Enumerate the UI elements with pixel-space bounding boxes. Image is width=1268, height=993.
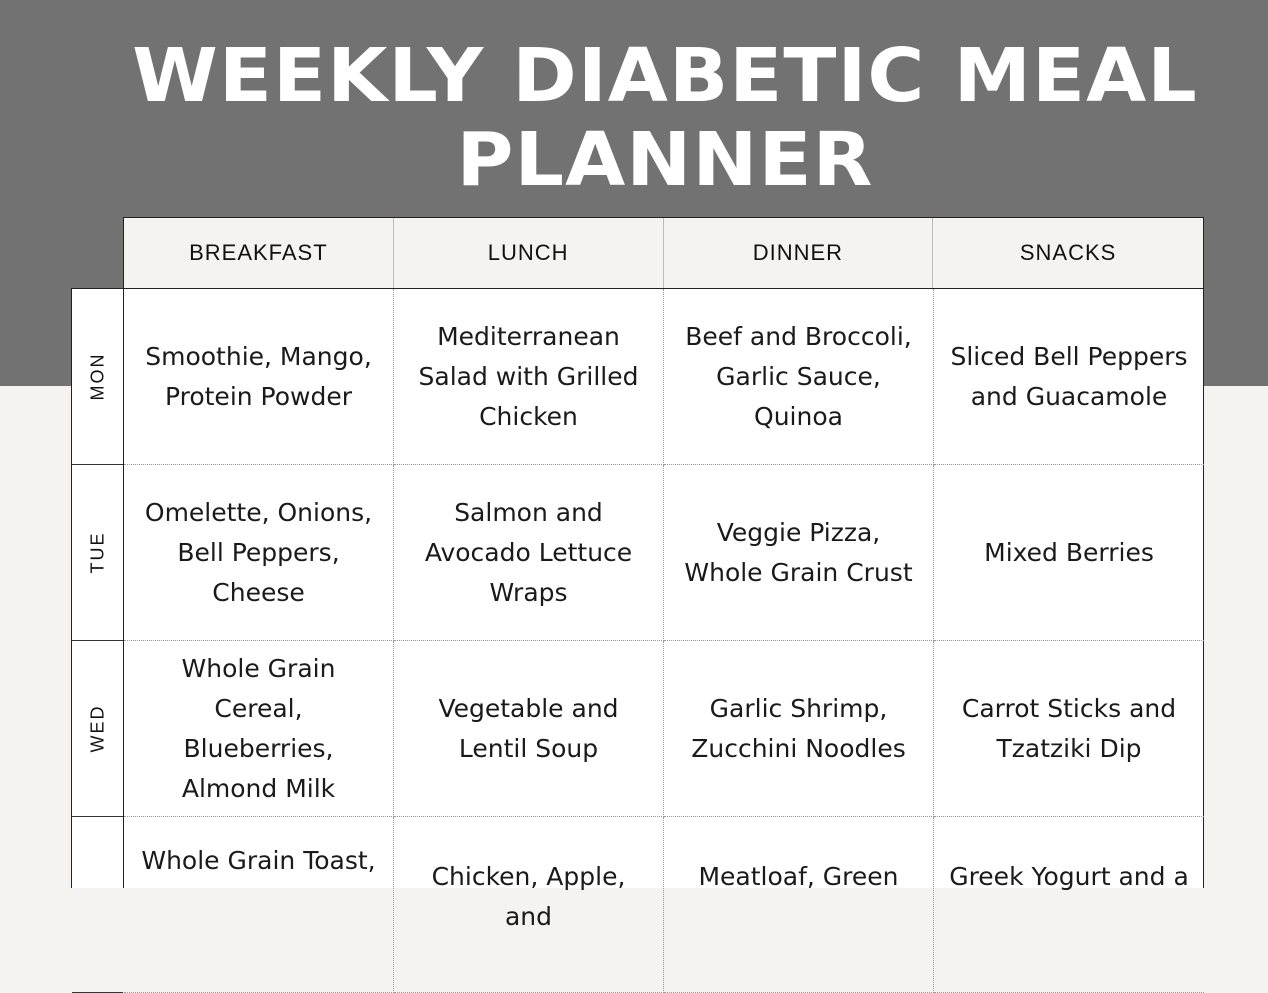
- meal-cell: Mediterranean Salad with Grilled Chicken: [394, 289, 664, 465]
- column-header-breakfast: BREAKFAST: [124, 218, 394, 288]
- meal-cell: Carrot Sticks and Tzatziki Dip: [934, 641, 1204, 817]
- meal-cell: Garlic Shrimp, Zucchini Noodles: [664, 641, 934, 817]
- meal-grid: [123, 288, 1204, 931]
- day-label-column: [71, 288, 123, 888]
- day-label: MON: [87, 352, 107, 401]
- meal-cell: Sliced Bell Peppers and Guacamole: [934, 289, 1204, 465]
- page-title: WEEKLY DIABETIC MEAL PLANNER: [132, 33, 1198, 203]
- meal-cell: Mixed Berries: [934, 465, 1204, 641]
- meal-cell: Beef and Broccoli, Garlic Sauce, Quinoa: [664, 289, 934, 465]
- meal-cell: Omelette, Onions, Bell Peppers, Cheese: [124, 465, 394, 641]
- column-header-snacks: SNACKS: [1019, 240, 1117, 265]
- column-header-lunch: LUNCH: [394, 218, 664, 288]
- day-cell-mon: [72, 289, 123, 465]
- meal-cell: Vegetable and Lentil Soup: [394, 641, 664, 817]
- column-header-row: [123, 217, 1204, 288]
- meal-cell: Whole Grain Toast,: [124, 817, 394, 993]
- meal-cell: Meatloaf, Green: [664, 817, 934, 993]
- day-cell-wed: [72, 641, 123, 817]
- day-cell-next: [72, 817, 123, 993]
- day-cell-tue: [72, 465, 123, 641]
- meal-cell: Chicken, Apple, and: [394, 817, 664, 993]
- meal-cell: Greek Yogurt and a: [934, 817, 1204, 993]
- day-label: WED: [87, 704, 107, 753]
- meal-cell: Whole Grain Cereal, Blueberries, Almond Milk: [124, 641, 394, 817]
- meal-cell: Veggie Pizza, Whole Grain Crust: [664, 465, 934, 641]
- day-label: TUE: [87, 531, 107, 574]
- column-header-dinner: DINNER: [664, 218, 934, 288]
- meal-cell: Salmon and Avocado Lettuce Wraps: [394, 465, 664, 641]
- meal-cell: Smoothie, Mango, Protein Powder: [124, 289, 394, 465]
